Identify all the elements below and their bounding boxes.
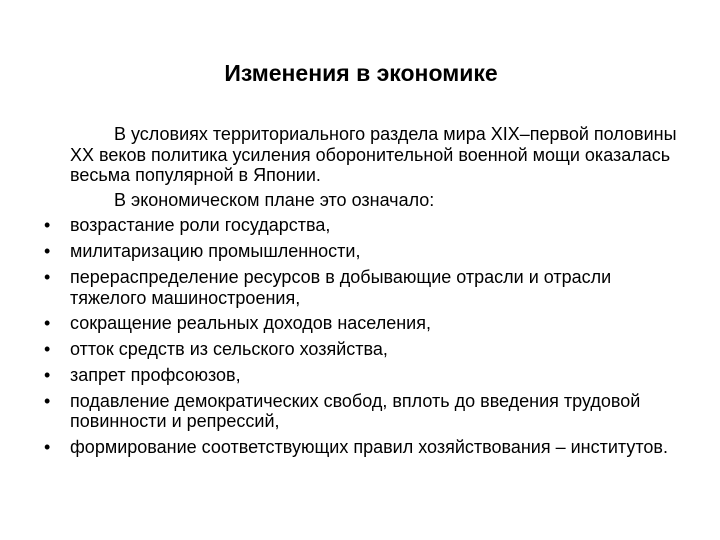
list-item [44, 313, 684, 334]
list-item [44, 339, 684, 360]
list-item [44, 437, 684, 458]
bullet-list [44, 215, 684, 457]
list-item-text: формирование соответствующих правил хозяйствования – институтов. [70, 437, 668, 458]
list-item-text: возрастание роли государства, [70, 215, 331, 236]
bullet-icon: • [44, 313, 51, 334]
bullet-icon: • [44, 339, 51, 360]
slide-body [44, 124, 684, 463]
list-item [44, 391, 684, 432]
lead-in-paragraph: В экономическом плане это означало: [114, 189, 435, 210]
intro-paragraph: В условиях территориального раздела мира XIX–первой половины XX веков политика усиления оборонительной военной мощи оказалась весьма популярной в Японии. [70, 124, 677, 186]
list-item-text: перераспределение ресурсов в добывающие отрасли и отрасли тяжелого машиностроения, [70, 266, 612, 308]
list-item [44, 365, 684, 386]
bullet-icon: • [44, 364, 51, 385]
bullet-icon: • [44, 215, 51, 236]
list-item [44, 267, 684, 308]
list-item-text: милитаризацию промышленности, [70, 241, 361, 262]
list-item-text: сокращение реальных доходов населения, [70, 313, 431, 334]
bullet-icon: • [44, 241, 51, 262]
slide-title: Изменения в экономике [224, 60, 498, 86]
list-item-text: запрет профсоюзов, [70, 364, 241, 385]
bullet-icon: • [44, 437, 51, 458]
bullet-icon: • [44, 390, 51, 411]
list-item [44, 215, 684, 236]
list-item-text: подавление демократических свобод, вплоть до введения трудовой повинности и репрессий, [70, 390, 641, 432]
list-item [44, 241, 684, 262]
bullet-icon: • [44, 266, 51, 287]
list-item-text: отток средств из сельского хозяйства, [70, 339, 388, 360]
